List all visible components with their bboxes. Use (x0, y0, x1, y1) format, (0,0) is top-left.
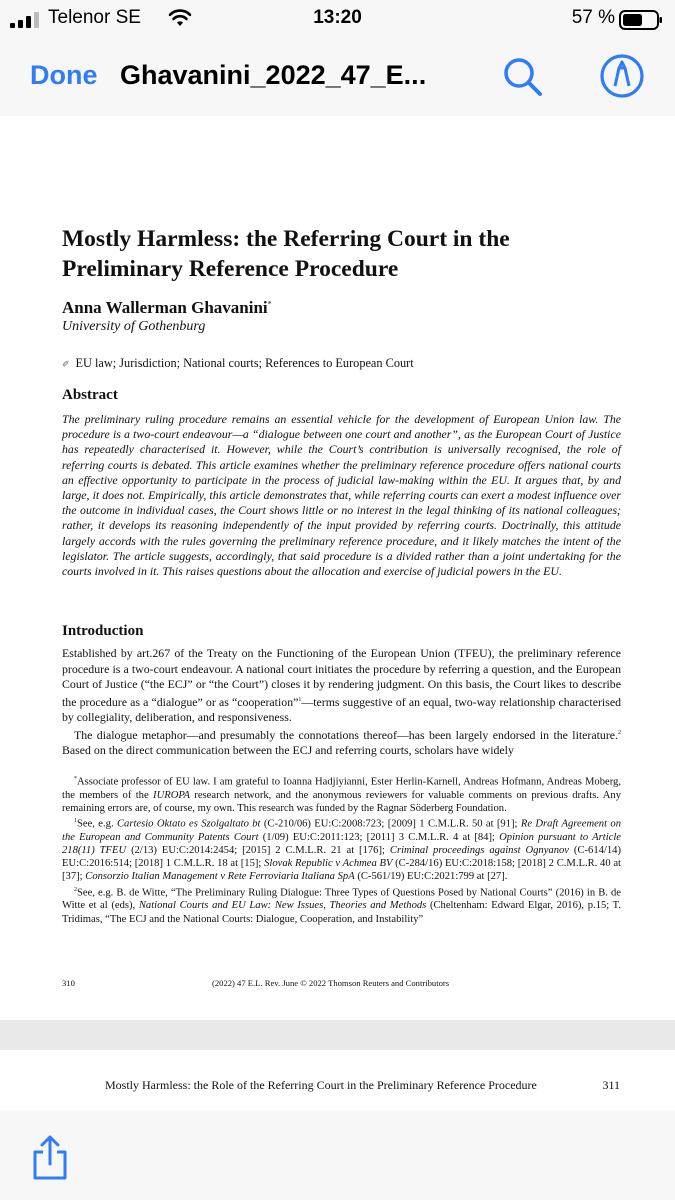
search-icon[interactable] (498, 52, 546, 100)
footnote-mark: * (74, 776, 77, 782)
intro-text-run: Based on the direct communication between the ECJ and referring courts, scholars have widely (62, 743, 514, 758)
footnote-mark: 1 (74, 818, 77, 825)
footnote-2 (62, 884, 621, 926)
author-footnote-mark: * (267, 299, 272, 309)
footnote-ref: 2 (618, 729, 621, 736)
intro-text-run: —terms suggestive of an equal, two-way relationship characterised by collegiality, deliberation, and responsiveness. (62, 694, 621, 725)
footnote-text-run: (C-284/16) EU:C:2018:158; [2018] 2 C.M.L.R. 40 at [37]; (62, 858, 621, 883)
footnote-text-run: National Courts and EU Law: New Issues, Theories and Methods (138, 900, 427, 912)
page-number: 310 (62, 978, 75, 988)
footnotes (62, 773, 621, 926)
document-page-310 (0, 116, 675, 1020)
battery-percentage: 57 % (571, 7, 615, 28)
footnote-text-run: See, e.g. B. de Witte, “The Preliminary Ruling Dialogue: Three Types of Questions Posed by National Courts” (2016) in B. de Witte et al (eds), (62, 887, 621, 912)
footnote-text-run: Re Draft Agreement on the European and Community Patents Court (62, 818, 621, 843)
abstract-heading: Abstract (62, 387, 118, 403)
article-author (62, 298, 272, 318)
footnote-text-run: Slovak Republic v Achmea BV (264, 858, 393, 870)
introduction-text (62, 646, 621, 759)
clock-time: 13:20 (313, 7, 362, 28)
footnote-text-run: (C-210/06) EU:C:2008:723; [2009] 1 C.M.L.R. 50 at [91]; (260, 818, 521, 830)
document-viewer[interactable] (0, 116, 675, 1110)
introduction-heading: Introduction (62, 623, 144, 639)
footnote-1 (62, 815, 621, 884)
running-header-title: Mostly Harmless: the Role of the Referring Court in the Preliminary Reference Procedure (105, 1078, 537, 1092)
keywords-text: EU law; Jurisdiction; National courts; References to European Court (75, 356, 414, 370)
done-button[interactable]: Done (30, 60, 98, 90)
keywords-icon: ✐ (62, 359, 70, 369)
footnote-text-run: Criminal proceedings against Ognyanov (389, 845, 569, 857)
footnote-text-run: IUROPA (153, 789, 190, 801)
page-number: 311 (602, 1078, 620, 1092)
footnote-text-run: research network, and the anonymous reviewers for valuable comments on previous drafts. Any remaining errors are, of course, my own. This research was funded by the Ragnar Söderberg Foundation. (62, 789, 621, 814)
document-title: Ghavanini_2022_47_E... (120, 60, 427, 90)
footnote-text-run: See, e.g. (77, 818, 117, 830)
author-affiliation: University of Gothenburg (62, 319, 206, 334)
navigation-bar (0, 38, 675, 116)
document-page-311 (0, 1050, 675, 1110)
status-bar (0, 0, 675, 38)
footnote-text-run: Consorzio Italian Management v Rete Ferroviaria Italiana SpA (85, 871, 355, 883)
author-name: Anna Wallerman Ghavanini (62, 298, 268, 317)
footnote-ref: 1 (298, 696, 302, 703)
abstract-text: The preliminary ruling procedure remains an essential vehicle for the development of European Union law. The procedure is a two-court endeavour—a “dialogue between one court and another”, as the European Court of Justice has repeatedly characterised it. However, while the Court’s contribution is universally recognised, the role of referring courts is debated. This article examines whether the preliminary reference procedure offers national courts an effective opportunity to participate in the process of judicial law-making within the EU. It argues that, by and large, it does not. Empirically, this article demonstrates that, while referring courts can exert a modest influence over the outcome in individual cases, the Court shows little or no interest in the legal thinking of its national colleagues; rather, it develops its reasoning independently of the input provided by referring courts. Doctrinally, this attitude largely accords with the rules governing the preliminary reference procedure, and it likely matches the intent of the legislator. The article suggests, accordingly, that said procedure is a divided rather than a joint undertaking for the courts involved in it. This raises questions about the allocation and exercise of judicial powers in the EU. (62, 412, 621, 579)
battery-icon (619, 10, 663, 30)
footnote-text-run: (Cheltenham: Edward Elgar, 2016), p.15; T. Tridimas, “The ECJ and the National Courts: Dialogue, Cooperation, and Instability” (62, 900, 621, 925)
footnote-text-run: Associate professor of EU law. I am grateful to Ioanna Hadjiyianni, Ester Herlin-Karnell, Andreas Hofmann, Andreas Moberg, the members of the (62, 776, 621, 801)
intro-text-run: Established by art.267 of the Treaty on the Functioning of the European Union (TFEU), the preliminary reference procedure is a two-court endeavour. A national court initiates the procedure by referring a question, and the European Court of Justice (“the ECJ” or “the Court”) closes it by rendering judgment. On this basis, the Court likes to describe the procedure as a “dialogue” or as “cooperation” (62, 646, 621, 709)
footnote-mark: 2 (74, 886, 77, 893)
footnote-text-run: (1/09) EU:C:2011:123; [2011] 3 C.M.L.R. 4 at [84]; (258, 831, 500, 843)
keywords-line (62, 356, 414, 371)
bottom-toolbar (0, 1110, 675, 1200)
share-icon[interactable] (30, 1134, 70, 1182)
footnote-author (62, 773, 621, 815)
copyright-line: (2022) 47 E.L. Rev. June © 2022 Thomson Reuters and Contributors (212, 978, 450, 988)
markup-pen-icon[interactable] (598, 52, 646, 100)
footnote-text-run: (C-561/19) EU:C:2021:799 at [27]. (354, 871, 508, 883)
footnote-text-run: (2/13) EU:C:2014:2454; [2015] 2 C.M.L.R. 21 at [176]; (126, 845, 390, 857)
intro-paragraph (62, 646, 621, 726)
footnote-text-run: Cartesio Oktato es Szolgaltato bt (116, 818, 261, 830)
intro-text-run: The dialogue metaphor—and presumably the connotations thereof—has been largely endorsed in the literature. (74, 727, 618, 742)
intro-paragraph (62, 726, 621, 759)
footnote-text-run: (C-614/14) EU:C:2016:514; [2018] 1 C.M.L.R. 18 at [15]; (62, 845, 621, 870)
footnote-text-run: Opinion pursuant to Article 218(11) TFEU (62, 831, 621, 857)
article-title: Mostly Harmless: the Referring Court in the Preliminary Reference Procedure (62, 226, 510, 282)
carrier-name: Telenor SE (48, 7, 141, 28)
